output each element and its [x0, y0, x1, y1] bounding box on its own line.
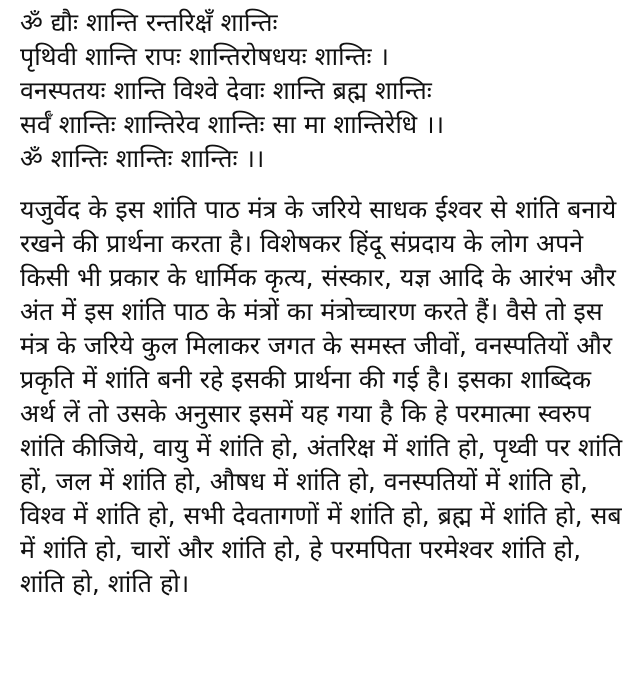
- mantra-explanation-paragraph: यजुर्वेद के इस शांति पाठ मंत्र के जरिये साधक ईश्वर से शांति बनाये रखने की प्रार्थना करता है। विशेषकर हिंदू संप्रदाय के लोग अपने किसी भी प्रकार के धार्मिक कृत्य, संस्कार, यज्ञ आदि के आरंभ और अंत में इस शांति पाठ के मंत्रों का मंत्रोच्चारण करते हैं। वैसे तो इस मंत्र के जरिये कुल मिलाकर जगत के समस्त जीवों, वनस्पतियों और प्रकृति में शांति बनी रहे इसकी प्रार्थना की गई है। इसका शाब्दिक अर्थ लें तो उसके अनुसार इसमें यह गया है कि हे परमात्मा स्वरुप शांति कीजिये, वायु में शांति हो, अंतरिक्ष में शांति हो, पृथ्वी पर शांति हों, जल में शांति हो, औषध में शांति हो, वनस्पतियों में शांति हो, विश्व में शांति हो, सभी देवतागणों में शांति हो, ब्रह्म में शांति हो, सब में शांति हो, चारों और शांति हो, हे परमपिता परमेश्वर शांति हो, शांति हो, शांति हो।: [20, 195, 623, 598]
- mantra-line-5: ॐ शान्तिः शान्तिः शान्तिः ।।: [20, 144, 265, 173]
- mantra-line-2: पृथिवी शान्ति रापः शान्तिरोषधयः शान्तिः ।: [20, 42, 390, 71]
- mantra-line-1: ॐ द्यौः शान्ति रन्तरिक्षँ शान्तिः: [20, 8, 278, 37]
- mantra-line-3: वनस्पतयः शान्ति विश्वे देवाः शान्ति ब्रह्म शान्तिः: [20, 76, 432, 105]
- shanti-mantra: [20, 6, 630, 176]
- mantra-line-4: सर्वँ शान्तिः शान्तिरेव शान्तिः सा मा शान्तिरेधि ।।: [20, 110, 445, 139]
